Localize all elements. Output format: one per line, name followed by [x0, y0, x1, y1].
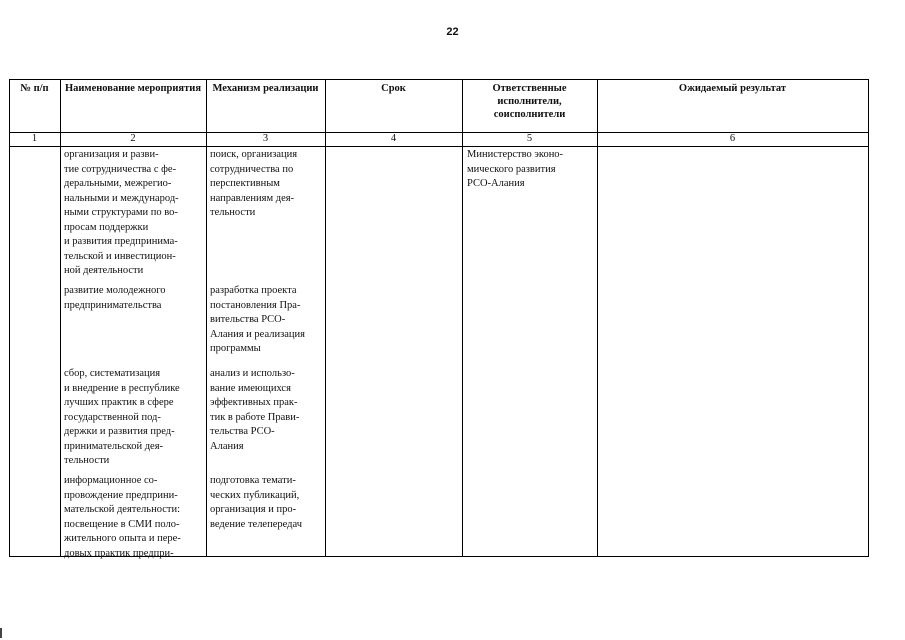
- grid-line: [9, 80, 10, 556]
- grid-line: [60, 80, 61, 556]
- column-number: 3: [262, 133, 269, 144]
- mechanism-cell: подготовка темати- ческих публикаций, организация и про- ведение телепередач: [210, 475, 303, 530]
- scan-edge-mark: [0, 628, 2, 638]
- header-mechanism: Механизм реализации: [212, 83, 319, 94]
- activity-name-cell: сбор, систематизация и внедрение в республике лучших практик в сфере государственной под- держки и развития пред- принимательской дея- тельности: [64, 368, 180, 466]
- header-activity-name: Наименование мероприятия: [64, 83, 202, 94]
- header-responsible: Ответственные исполнители, соисполнители: [492, 83, 567, 120]
- mechanism-cell: поиск, организация сотрудничества по перспективным направлениям дея- тельности: [210, 149, 298, 218]
- header-deadline: Срок: [381, 83, 406, 94]
- column-number: 5: [526, 133, 533, 144]
- mechanism-cell: разработка проекта постановления Пра- вительства РСО- Алания и реализация программы: [210, 285, 305, 354]
- activities-table: [9, 79, 869, 557]
- grid-line: [206, 80, 207, 556]
- header-number: № п/п: [20, 83, 49, 94]
- mechanism-cell: анализ и использо- вание имеющихся эффективных прак- тик в работе Прави- тельства РСО- Алания: [210, 368, 300, 452]
- grid-line: [597, 80, 598, 556]
- activity-name-cell: развитие молодежного предпринимательства: [64, 285, 166, 311]
- activity-name-cell: информационное со- провождение предприни- мательской деятельности: посвещение в СМИ поло- жительного опыта и пере- довых практик предпри-: [64, 475, 181, 559]
- column-number: 6: [729, 133, 736, 144]
- column-number: 4: [390, 133, 397, 144]
- column-number: 2: [130, 133, 136, 144]
- grid-line: [462, 80, 463, 556]
- column-number: 1: [31, 133, 38, 144]
- header-expected-result: Ожидаемый результат: [678, 83, 787, 94]
- page-number: 22: [446, 26, 459, 38]
- grid-line: [868, 80, 869, 556]
- grid-line: [9, 146, 869, 147]
- activity-name-cell: организация и разви- тие сотрудничества с фе- деральными, межрегио- нальными и международ- ными структурами по во- просам поддержки и развития предпринима- тельской и инвестицион- ной деятельности: [64, 149, 179, 276]
- responsible-cell: Министерство эконо- мического развития РСО-Алания: [467, 149, 564, 189]
- grid-line: [325, 80, 326, 556]
